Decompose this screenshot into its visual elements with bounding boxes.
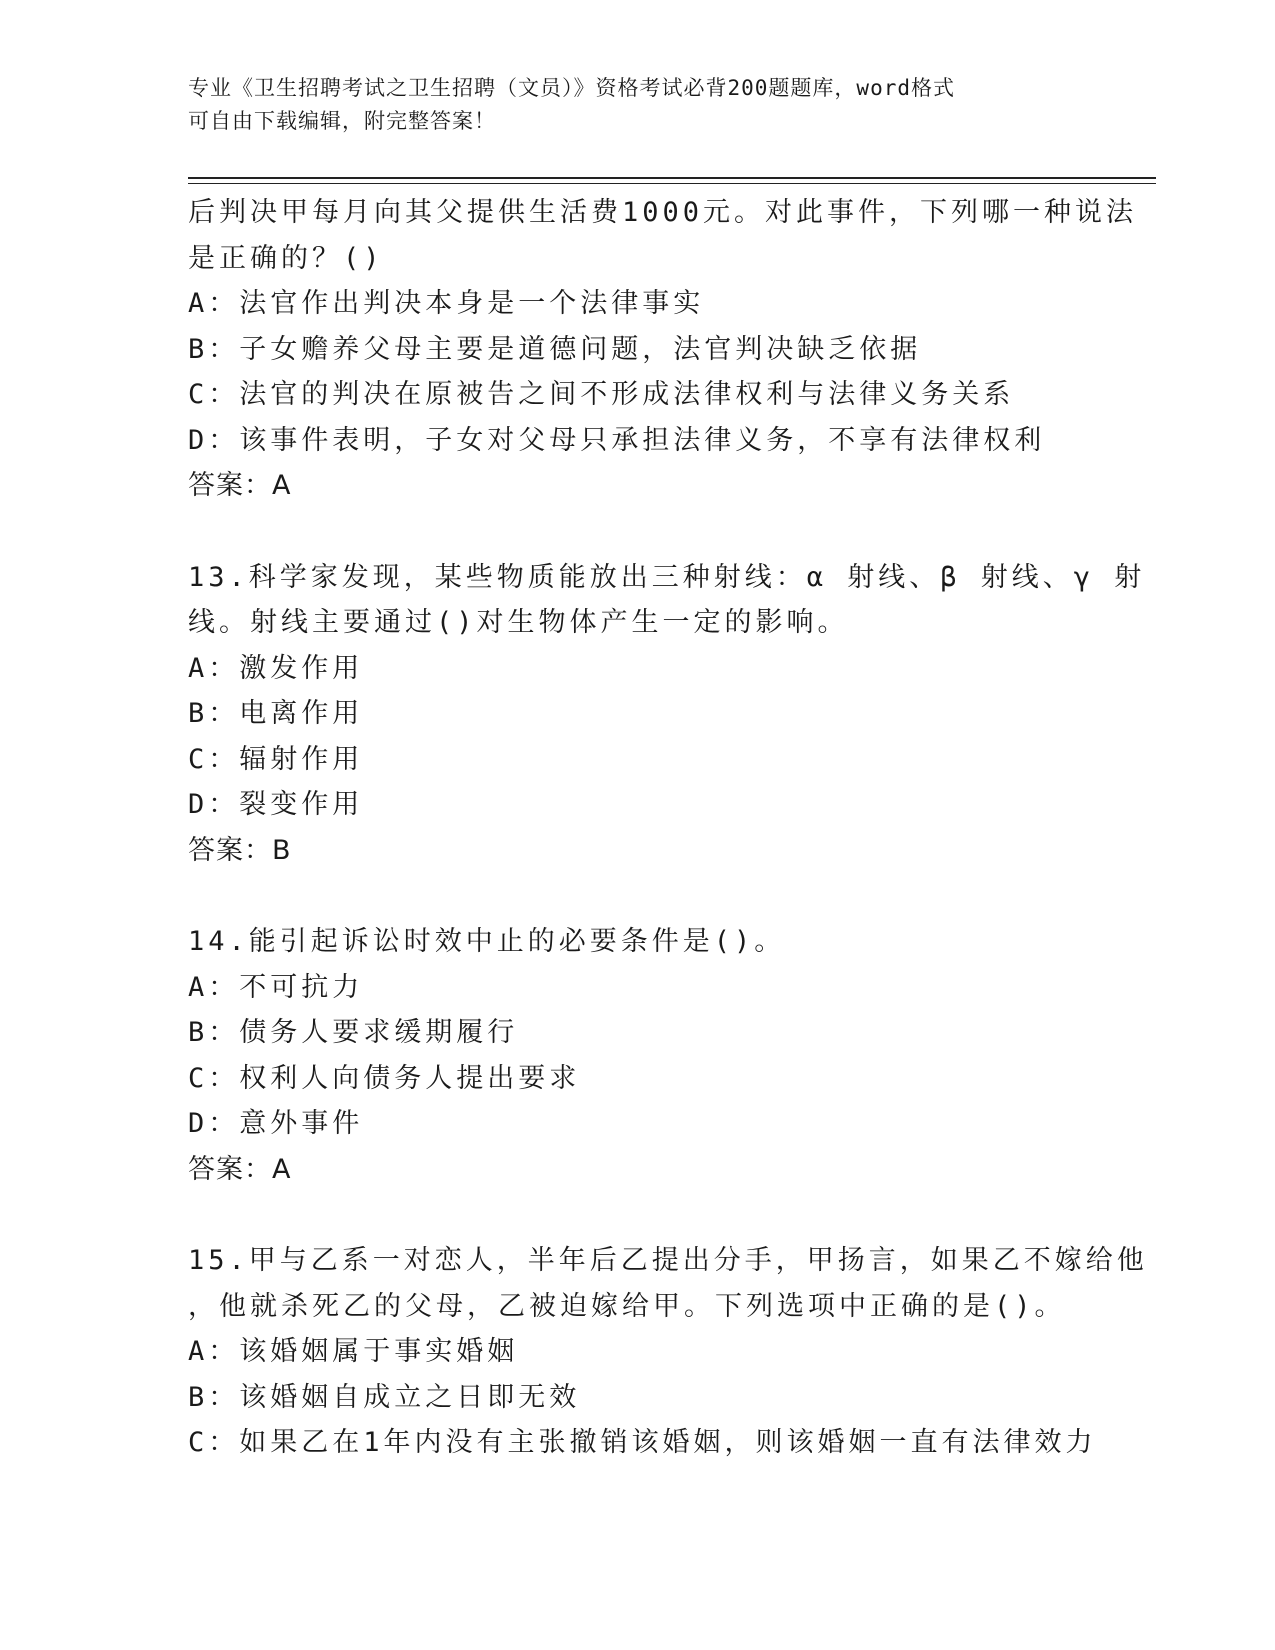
header-title-line-1: 专业《卫生招聘考试之卫生招聘（文员）》资格考试必背200题题库，word格式 [188, 76, 955, 100]
question-12 [188, 190, 1138, 509]
option-b: B：子女赡养父母主要是道德问题，法官判决缺乏依据 [188, 333, 922, 365]
question-14 [188, 919, 1128, 1192]
option-a: A：不可抗力 [188, 971, 364, 1003]
spacer [188, 1192, 1128, 1238]
question-text-line: ，他就杀死乙的父母，乙被迫嫁给甲。下列选项中正确的是()。 [188, 1290, 1066, 1322]
document-header [188, 72, 1068, 138]
option-c: C：法官的判决在原被告之间不形成法律权利与法律义务关系 [188, 379, 1015, 410]
option-c: C：如果乙在1年内没有主张撤销该婚姻，则该婚姻一直有法律效力 [188, 1427, 1097, 1458]
answer: 答案：A [188, 470, 292, 501]
question-text-line: 13.科学家发现，某些物质能放出三种射线：α 射线、β 射线、γ 射 [188, 561, 1146, 593]
spacer [188, 873, 1128, 919]
question-text-line: 15.甲与乙系一对恋人，半年后乙提出分手，甲扬言，如果乙不嫁给他 [188, 1245, 1148, 1276]
header-divider-thick [188, 177, 1156, 179]
option-c: C：权利人向债务人提出要求 [188, 1062, 581, 1094]
option-d: D：裂变作用 [188, 789, 364, 820]
question-15 [188, 1238, 1148, 1466]
option-a: A：激发作用 [188, 652, 364, 684]
header-divider-thin [188, 183, 1156, 184]
option-d: D：意外事件 [188, 1108, 364, 1139]
option-b: B：该婚姻自成立之日即无效 [188, 1381, 581, 1413]
question-text-line: 后判决甲每月向其父提供生活费1000元。对此事件，下列哪一种说法 [188, 197, 1138, 228]
option-d: D：该事件表明，子女对父母只承担法律义务，不享有法律权利 [188, 424, 1046, 456]
question-13 [188, 555, 1146, 874]
option-c: C：辐射作用 [188, 743, 364, 775]
answer: 答案：A [188, 1153, 292, 1185]
question-text-line: 是正确的？() [188, 242, 384, 274]
answer: 答案：B [188, 834, 292, 866]
header-title-line-2: 可自由下载编辑，附完整答案！ [188, 109, 496, 133]
question-text-line: 14.能引起诉讼时效中止的必要条件是()。 [188, 926, 786, 957]
option-a: A：该婚姻属于事实婚姻 [188, 1336, 519, 1367]
option-b: B：债务人要求缓期履行 [188, 1017, 519, 1048]
question-text-line: 线。射线主要通过()对生物体产生一定的影响。 [188, 607, 849, 638]
spacer [188, 509, 1128, 555]
option-a: A：法官作出判决本身是一个法律事实 [188, 288, 705, 319]
question-list [188, 190, 1148, 1466]
option-b: B：电离作用 [188, 698, 364, 729]
